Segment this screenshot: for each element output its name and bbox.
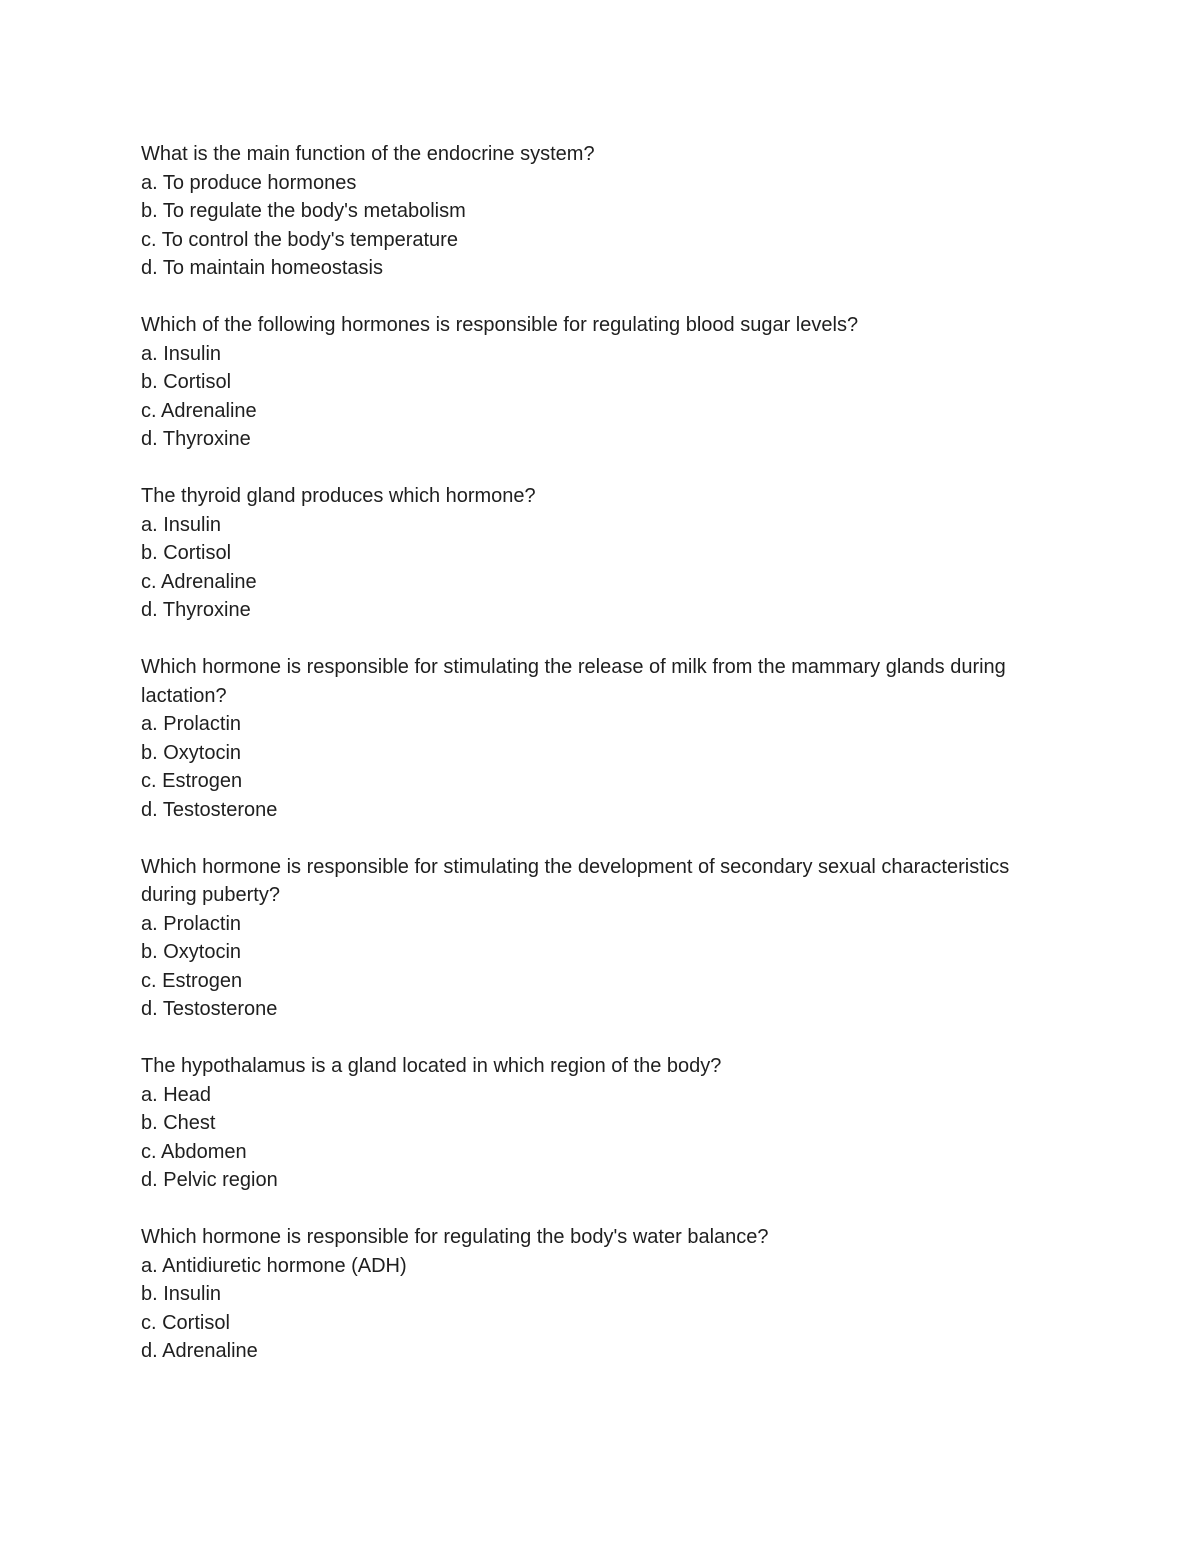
question-block-3 — [141, 482, 1041, 625]
question-text: Which hormone is responsible for stimulating the release of milk from the mammary glands during lactation? — [141, 656, 1006, 707]
question-block-1 — [141, 140, 1041, 283]
question-text: The thyroid gland produces which hormone? — [141, 485, 536, 507]
question-text: The hypothalamus is a gland located in which region of the body? — [141, 1055, 722, 1077]
question-text: Which hormone is responsible for stimulating the development of secondary sexual characteristics during puberty? — [141, 855, 1010, 906]
answer-option: c. Estrogen — [141, 969, 243, 992]
question-text: Which hormone is responsible for regulating the body's water balance? — [141, 1226, 769, 1248]
question-text: Which of the following hormones is responsible for regulating blood sugar levels? — [141, 314, 859, 336]
question-block-2 — [141, 311, 1041, 454]
answer-option: c. Adrenaline — [141, 399, 257, 422]
answer-option: c. To control the body's temperature — [141, 228, 458, 251]
answer-option: a. To produce hormones — [141, 171, 357, 194]
question-block-6 — [141, 1052, 1041, 1195]
quiz-content — [141, 140, 1041, 1394]
answer-option: d. Adrenaline — [141, 1340, 258, 1362]
answer-option: c. Abdomen — [141, 1140, 247, 1163]
answer-option: b. Insulin — [141, 1283, 222, 1305]
answer-option: c. Cortisol — [141, 1311, 230, 1334]
answer-option: d. Testosterone — [141, 998, 278, 1020]
question-block-5 — [141, 853, 1041, 1024]
answer-option: b. Oxytocin — [141, 741, 242, 764]
answer-option: a. Prolactin — [141, 912, 242, 935]
answer-option: a. Antidiuretic hormone (ADH) — [141, 1254, 407, 1277]
answer-option: b. To regulate the body's metabolism — [141, 200, 466, 222]
answer-option: a. Prolactin — [141, 713, 242, 735]
question-text: What is the main function of the endocrine system? — [141, 143, 595, 165]
answer-option: a. Head — [141, 1083, 212, 1106]
answer-option: c. Estrogen — [141, 770, 243, 792]
answer-option: d. To maintain homeostasis — [141, 257, 383, 279]
answer-option: b. Cortisol — [141, 542, 232, 564]
answer-option: a. Insulin — [141, 342, 222, 365]
answer-option: d. Thyroxine — [141, 428, 251, 450]
question-block-4 — [141, 653, 1041, 824]
answer-option: a. Insulin — [141, 513, 222, 536]
answer-option: b. Oxytocin — [141, 941, 242, 963]
answer-option: b. Cortisol — [141, 371, 232, 393]
answer-option: d. Pelvic region — [141, 1169, 278, 1191]
answer-option: b. Chest — [141, 1112, 216, 1134]
answer-option: d. Testosterone — [141, 798, 278, 821]
answer-option: d. Thyroxine — [141, 599, 251, 621]
answer-option: c. Adrenaline — [141, 570, 257, 593]
question-block-7 — [141, 1223, 1041, 1366]
